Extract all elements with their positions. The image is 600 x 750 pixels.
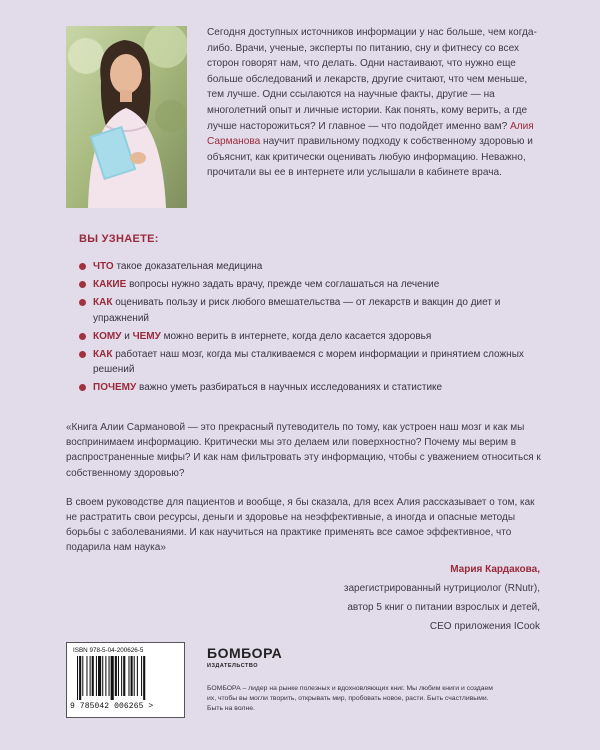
isbn-number: ISBN 978-5-04-200626-5 xyxy=(73,647,144,654)
list-item-keyword: КАК xyxy=(93,349,113,361)
bullet-dot-icon xyxy=(79,384,86,391)
barcode-bars-icon xyxy=(77,656,174,700)
list-item-text: можно верить в интернете, когда дело касается здоровья xyxy=(160,330,432,342)
reviewer-title-3: CEO приложения ICook xyxy=(429,621,540,632)
barcode xyxy=(66,642,185,718)
publisher-logo: БОМБОРА xyxy=(207,645,283,661)
reviewer-title-2: автор 5 книг о питании взрослых и детей, xyxy=(347,602,540,613)
bullet-dot-icon xyxy=(79,281,86,288)
list-item xyxy=(79,277,539,292)
list-item-keyword: КАКИЕ xyxy=(93,279,127,291)
list-item-text: и xyxy=(121,330,133,342)
list-item-keyword: КАК xyxy=(93,297,113,309)
author-name: Алия Сарманова xyxy=(207,120,534,148)
bullet-dot-icon xyxy=(79,263,86,270)
list-item-text: важно уметь разбираться в научных исследованиях и статистике xyxy=(136,382,443,394)
reviewer-title-1: зарегистрированный нутрициолог (RNutr), xyxy=(343,583,540,594)
learn-heading: ВЫ УЗНАЕТЕ: xyxy=(79,233,159,245)
list-item-keyword: ЧТО xyxy=(93,261,114,272)
quote-paragraph-2: В своем руководстве для пациентов и вообще, я бы сказала, для всех Алия рассказывает о том, как не растратить свои ресурсы, деньги и здоровье на неэффективные, а иногда и опасные методы борьбы с заболеваниями. И как научиться на практике применять все самое эффективное, что подарила нам наука» xyxy=(66,496,535,554)
list-item xyxy=(79,295,539,325)
list-item-text: работает наш мозг, когда мы сталкиваемся с морем информации и принятием сложных решений xyxy=(93,349,524,376)
intro-text xyxy=(207,25,543,181)
list-item xyxy=(79,329,539,344)
intro-paragraph: Сегодня доступных источников информации у нас больше, чем когда-либо. Врачи, ученые, эксперты по питанию, сну и фитнесу со всех сторон говорят нам, что делать. Одни настаивают, что нужно еще больше обследований и лекарств, другие считают, что чем меньше, тем лучше. Одни ссылаются на научные факты, другие — на многолетний опыт и личные истории. Как понять, кому верить, а где лучше насторожиться? И главное — что подойдет именно вам? xyxy=(207,27,537,132)
list-item-text: вопросы нужно задать врачу, прежде чем соглашаться на лечение xyxy=(126,279,440,291)
reviewer-name: Мария Кардакова, xyxy=(450,564,540,575)
list-item xyxy=(79,347,539,377)
learn-list xyxy=(79,259,539,399)
author-photo xyxy=(66,26,187,208)
bullet-dot-icon xyxy=(79,333,86,340)
list-item xyxy=(79,380,539,395)
list-item-text: оценивать пользу и риск любого вмешательства — от лекарств и вакцин до диет и упражнений xyxy=(93,297,501,324)
reviewer-signature xyxy=(344,560,540,636)
list-item-keyword: ПОЧЕМУ xyxy=(93,382,137,394)
list-item xyxy=(79,259,539,274)
author-description: научит правильному подходу к собственному здоровью и объяснит, как критически оценивать любую информацию. Неважно, прочитали вы ее в интернете или услышали в кабинете врача. xyxy=(207,136,533,179)
list-item-keyword: КОМУ xyxy=(93,330,122,342)
publisher-about: БОМБОРА – лидер на рынке полезных и вдохновляющих книг. Мы любим книги и создаем их, чтобы вы могли творить, открывать мир, пробовать новое, расти. Быть счастливыми. Быть на волне. xyxy=(207,685,493,712)
list-item-text: такое доказательная медицина xyxy=(113,261,263,272)
quote-paragraph-1: «Книга Алии Сармановой — это прекрасный путеводитель по тому, как устроен наш мозг и как мы воспринимаем информацию. Критически мы это делаем или поверхностно? Почему мы верим в распространенные мифы? И как нам фильтровать эту информацию, чтобы с уважением относиться к собственному здоровью? xyxy=(66,422,541,479)
list-item-keyword: ЧЕМУ xyxy=(132,330,161,342)
publisher-logo-subtitle: ИЗДАТЕЛЬСТВО xyxy=(207,663,259,669)
review-quote xyxy=(66,420,542,570)
bullet-dot-icon xyxy=(79,351,86,358)
barcode-digits: 9 785042 006265 > xyxy=(70,702,154,711)
bullet-dot-icon xyxy=(79,299,86,306)
